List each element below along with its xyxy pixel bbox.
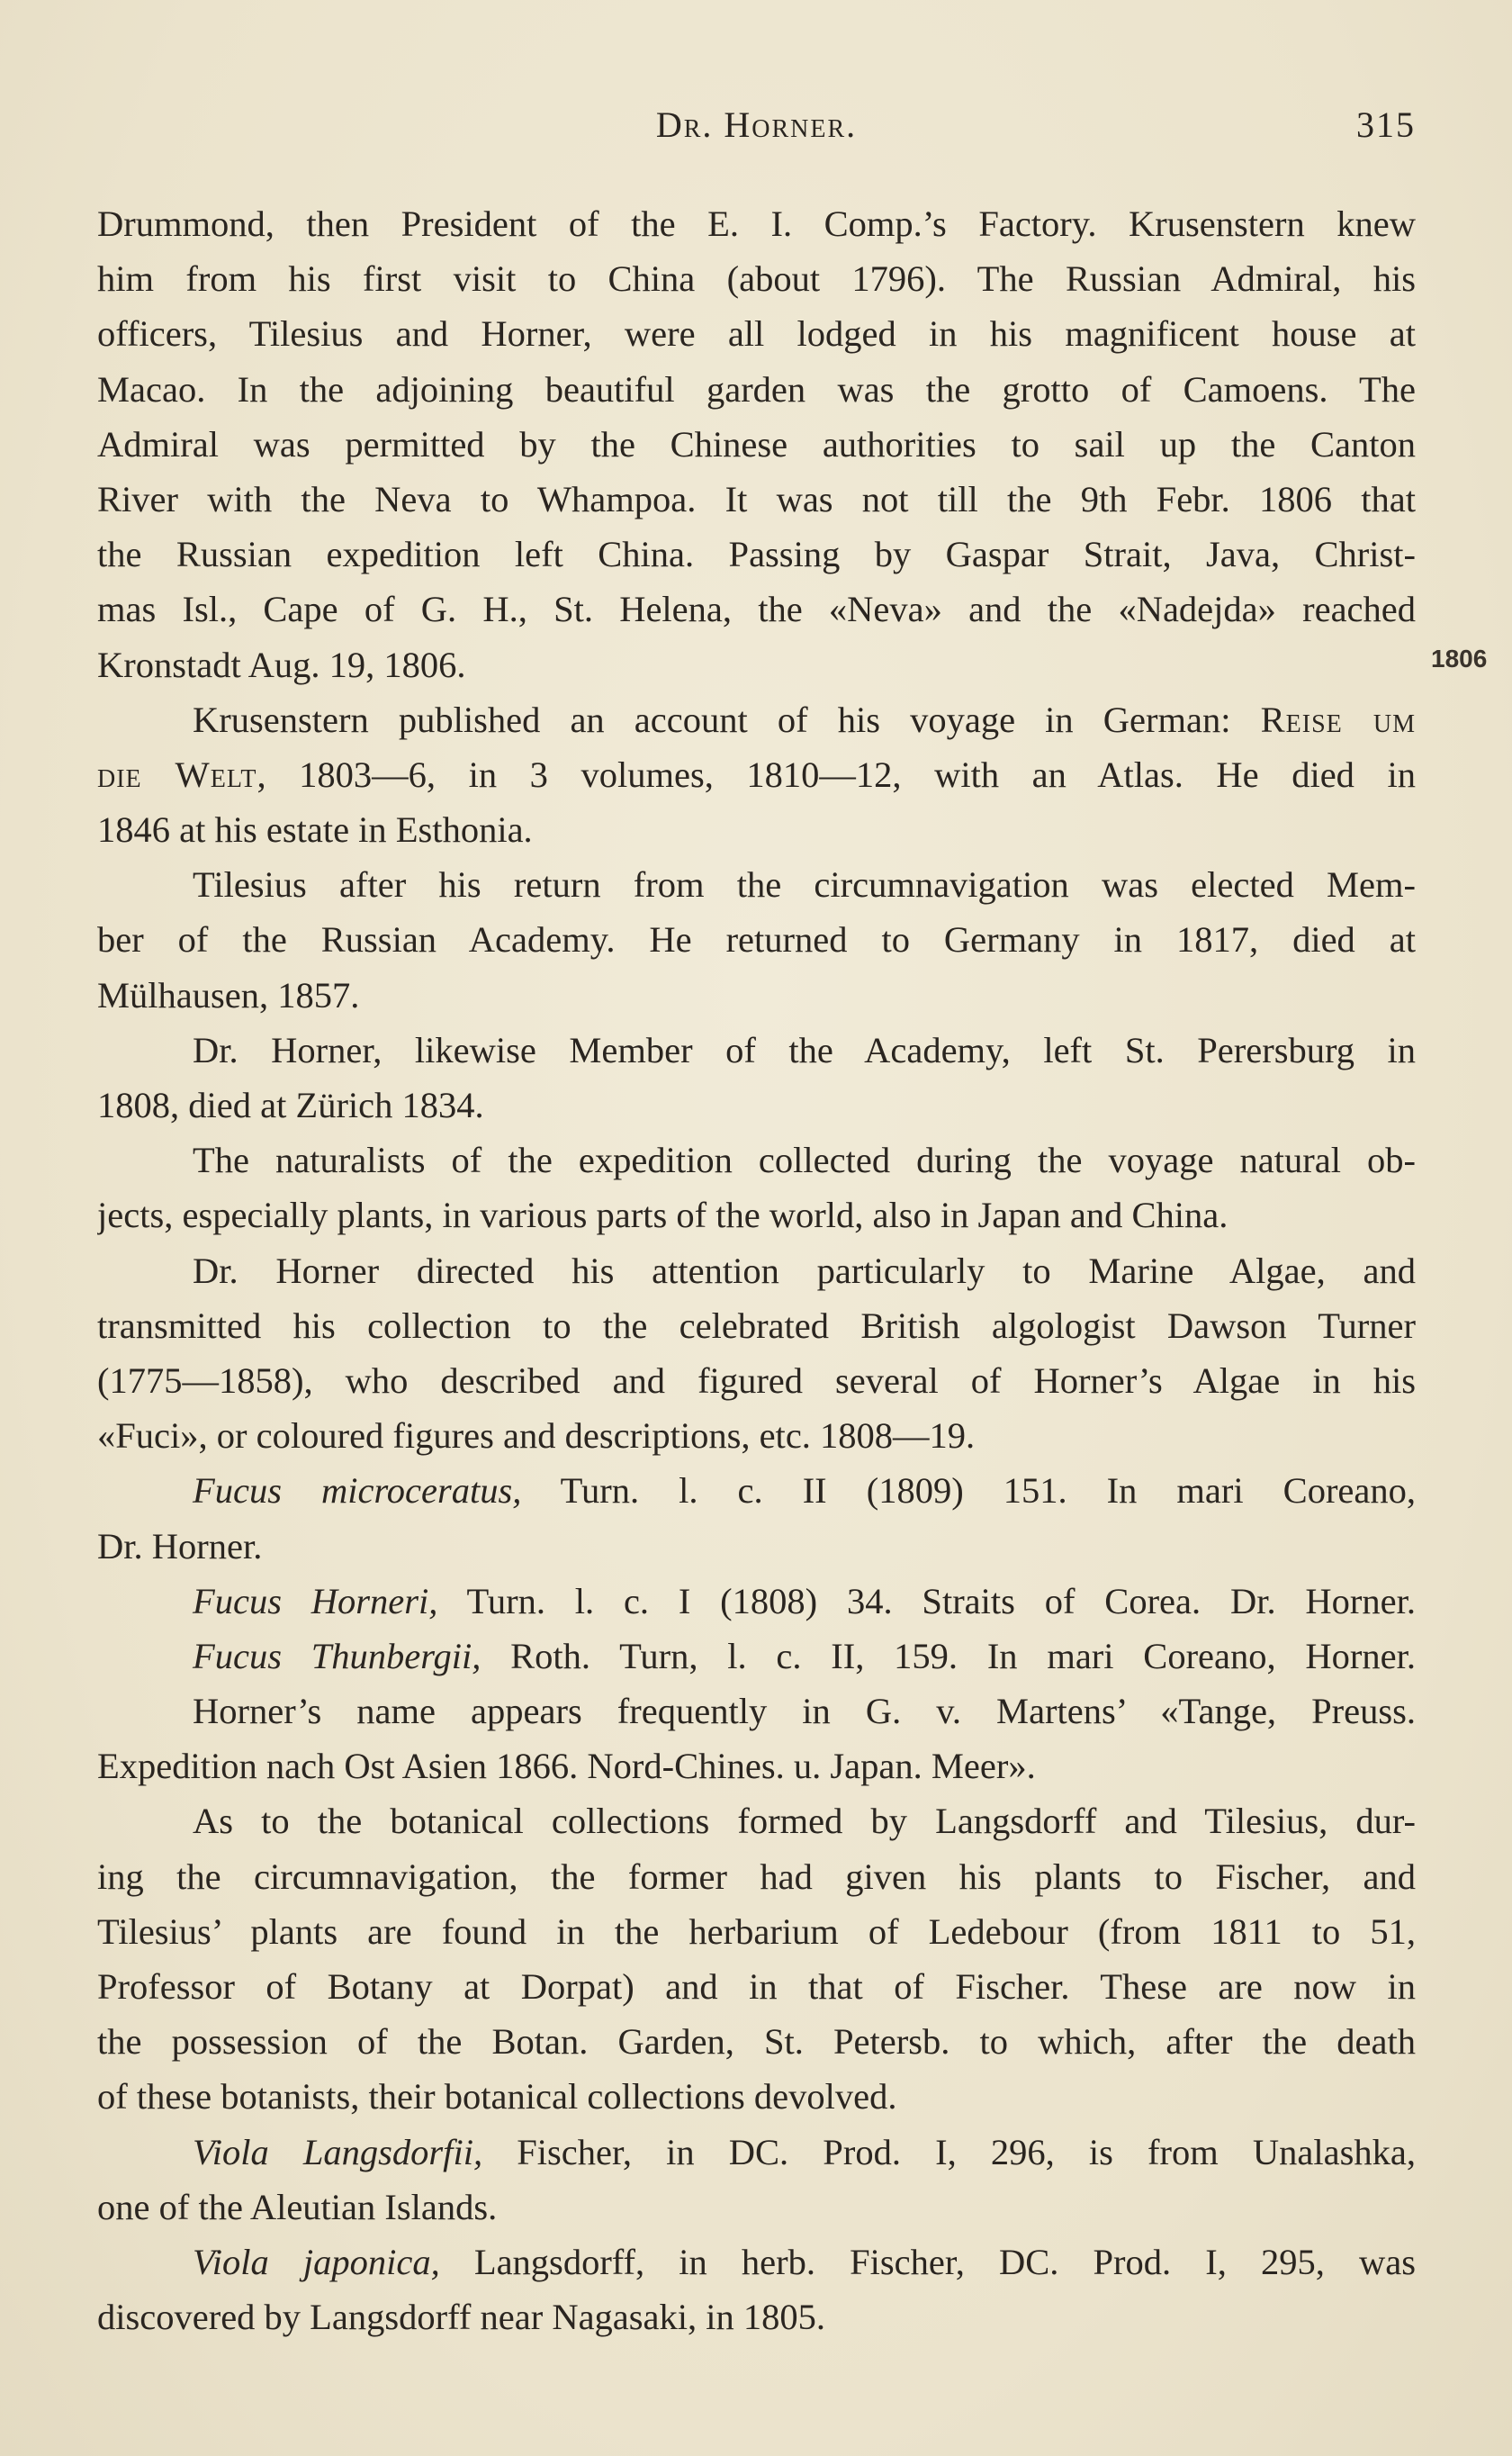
text-line: Drummond, then President of the E. I. Comp.’s Factory. Krusenstern knew bbox=[97, 203, 1416, 244]
body-text bbox=[97, 196, 1416, 2344]
text-line: 1846 at his estate in Esthonia. bbox=[97, 809, 533, 851]
text-line bbox=[97, 1629, 1416, 1684]
text-line bbox=[97, 2235, 1416, 2289]
text-run: Turn. l. c. II (1809) 151. In mari Coreano, bbox=[521, 1470, 1416, 1512]
species-name: Viola japonica, bbox=[193, 2241, 440, 2282]
text-line: discovered by Langsdorff near Nagasaki, in 1805. bbox=[97, 2297, 826, 2338]
page-number: 315 bbox=[1356, 104, 1416, 145]
text-line: Horner’s name appears frequently in G. v. Martens’ «Tange, Preuss. bbox=[193, 1691, 1416, 1732]
text-line: him from his first visit to China (about 1796). The Russian Admiral, his bbox=[97, 258, 1416, 300]
text-line bbox=[97, 1463, 1416, 1518]
text-run: Roth. Turn, l. c. II, 159. In mari Coreano, Horner. bbox=[481, 1635, 1416, 1676]
text-line bbox=[97, 692, 1416, 747]
text-line: Kronstadt Aug. 19, 1806. bbox=[97, 644, 466, 685]
text-line: Expedition nach Ost Asien 1866. Nord-Chines. u. Japan. Meer». bbox=[97, 1746, 1036, 1787]
margin-note-year: 1806 bbox=[1431, 645, 1488, 673]
text-line: Tilesius’ plants are found in the herbarium of Ledebour (from 1811 to 51, bbox=[97, 1910, 1416, 1952]
species-name: Fucus Horneri, bbox=[193, 1580, 438, 1621]
text-line bbox=[97, 747, 1416, 802]
text-run: Krusenstern published an account of his voyage in German: bbox=[193, 699, 1261, 740]
text-run: , 1803—6, in 3 volumes, 1810—12, with an Atlas. He died in bbox=[256, 754, 1416, 795]
page-header bbox=[97, 104, 1416, 158]
text-line: 1808, died at Zürich 1834. bbox=[97, 1085, 484, 1125]
text-line: (1775—1858), who described and figured several of Horner’s Algae in his bbox=[97, 1359, 1416, 1401]
text-line: transmitted his collection to the celebrated British algologist Dawson Turner bbox=[97, 1305, 1416, 1346]
text-line: ber of the Russian Academy. He returned to Germany in 1817, died at bbox=[97, 919, 1416, 961]
text-line bbox=[97, 2125, 1416, 2180]
text-line: River with the Neva to Whampoa. It was not till the 9th Febr. 1806 that bbox=[97, 478, 1416, 519]
text-line: Dr. Horner directed his attention particularly to Marine Algae, and bbox=[193, 1250, 1416, 1291]
text-line: Dr. Horner, likewise Member of the Academy, left St. Perersburg in bbox=[193, 1029, 1416, 1070]
text-line: ing the circumnavigation, the former had given his plants to Fischer, and bbox=[97, 1856, 1416, 1897]
text-run: Turn. l. c. I (1808) 34. Straits of Corea. Dr. Horner. bbox=[437, 1580, 1416, 1621]
text-line: «Fuci», or coloured figures and descriptions, etc. 1808—19. bbox=[97, 1415, 976, 1457]
text-line: jects, especially plants, in various parts of the world, also in Japan and China. bbox=[97, 1195, 1228, 1236]
text-line: The naturalists of the expedition collected during the voyage natural ob- bbox=[193, 1140, 1416, 1181]
text-run: Langsdorff, in herb. Fischer, DC. Prod. I, 295, was bbox=[439, 2241, 1416, 2282]
species-name: Fucus microceratus, bbox=[193, 1470, 522, 1512]
text-line: the Russian expedition left China. Passing by Gaspar Strait, Java, Christ- bbox=[97, 534, 1416, 575]
text-line: Dr. Horner. bbox=[97, 1525, 263, 1567]
text-line: the possession of the Botan. Garden, St. Petersb. to which, after the death bbox=[97, 2021, 1416, 2063]
text-line: one of the Aleutian Islands. bbox=[97, 2186, 498, 2227]
text-line bbox=[97, 1574, 1416, 1629]
text-line: Admiral was permitted by the Chinese authorities to sail up the Canton bbox=[97, 423, 1416, 465]
species-name: Viola Langsdorfii, bbox=[193, 2131, 483, 2172]
text-line: mas Isl., Cape of G. H., St. Helena, the «Neva» and the «Nadejda» reached bbox=[97, 589, 1416, 630]
book-title: Reise um bbox=[1260, 699, 1416, 740]
text-line: Mülhausen, 1857. bbox=[97, 974, 360, 1016]
text-line: officers, Tilesius and Horner, were all lodged in his magnificent house at bbox=[97, 313, 1416, 355]
running-title: Dr. Horner. bbox=[655, 104, 858, 145]
text-run: Fischer, in DC. Prod. I, 296, is from Unalashka, bbox=[482, 2131, 1416, 2172]
text-line: Professor of Botany at Dorpat) and in that of Fischer. These are now in bbox=[97, 1966, 1416, 2007]
text-line: of these botanists, their botanical collections devolved. bbox=[97, 2076, 897, 2117]
text-line: As to the botanical collections formed by Langsdorff and Tilesius, dur- bbox=[193, 1801, 1416, 1842]
book-title: die Welt bbox=[97, 754, 257, 795]
text-line: Tilesius after his return from the circumnavigation was elected Mem- bbox=[193, 864, 1416, 906]
species-name: Fucus Thunbergii, bbox=[193, 1635, 482, 1676]
text-line: Macao. In the adjoining beautiful garden was the grotto of Camoens. The bbox=[97, 368, 1416, 410]
